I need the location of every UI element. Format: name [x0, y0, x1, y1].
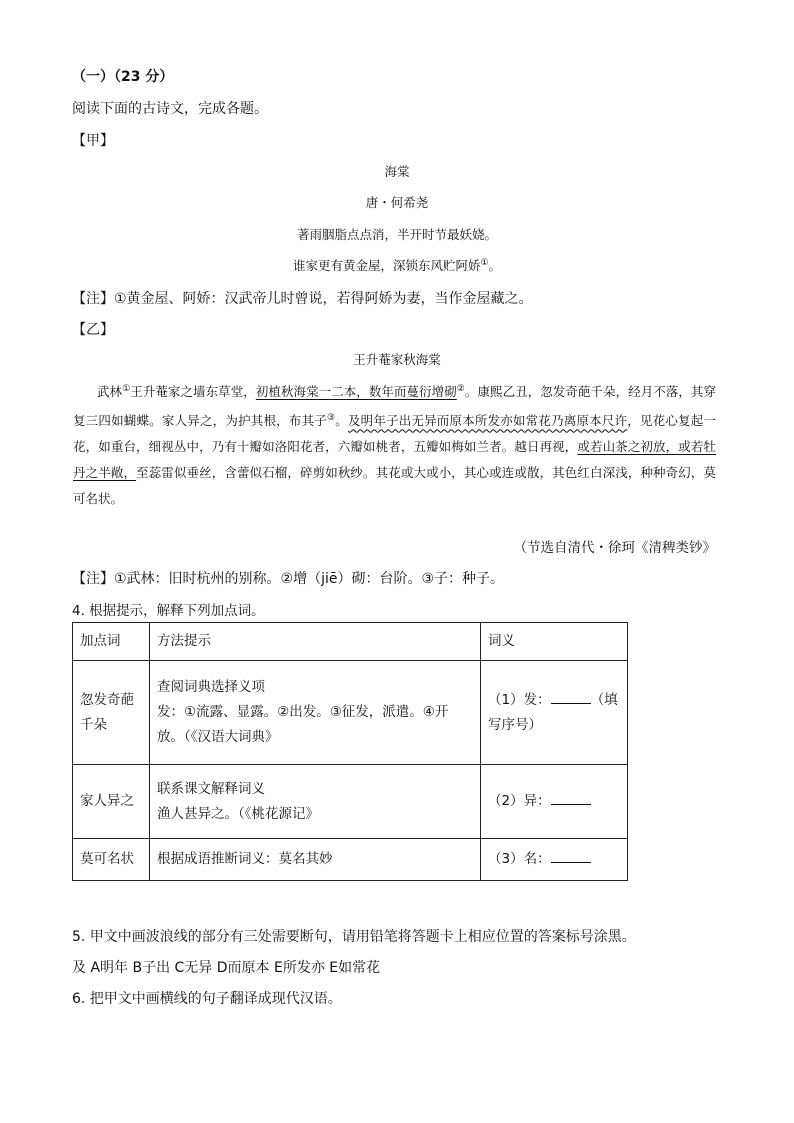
row-answer: （1）发： （填 写序号） [481, 661, 628, 765]
passage-source: （节选自清代・徐珂《清稗类钞》 [513, 540, 716, 556]
answer-blank-3[interactable] [551, 848, 591, 863]
row-word: 家人异之 [73, 765, 150, 839]
answer-blank-1[interactable] [551, 689, 591, 704]
row-word: 莫可名状 [73, 839, 150, 881]
yi-passage: 武林①王升菴家之墙东草堂，初植秋海棠一二本，数年而蔓衍增砌②。康熙乙丑，忽发奇葩千朵，经月不落，其穿复三四如蝴蝶。家人异之，为护其根，布其子③。及明年子出无异而原本所发亦如常花乃离原本尺许，见花心复起一花，如重台，细视丛中，乃有十瓣如洛阳花者，六瓣如桃者，五瓣如梅如兰者。越日再视，或若山茶之初放，或若牡丹之半敞，至蕊雷似垂丝，含蕾似石榴，碎剪如秋纱。其花或大或小，其心或连或散，其色红白深浅，种种奇幻，莫可名状。 [73, 384, 716, 507]
row-answer: （3）名： [481, 839, 628, 881]
yi-note: 【注】①武林：旧时杭州的别称。②增（jiē）砌：台阶。③子：种子。 [72, 571, 505, 587]
answer-blank-2[interactable] [551, 790, 591, 805]
jia-note: 【注】①黄金屋、阿娇：汉武帝儿时曾说，若得阿娇为妻，当作金屋藏之。 [72, 291, 533, 307]
underlined-sentence-1: 初植秋海棠一二本，数年而蔓衍增砌 [255, 384, 457, 400]
jia-label: 【甲】 [72, 133, 114, 149]
row-word: 忽发奇葩 千朵 [73, 661, 150, 765]
poem-line-1: 著雨胭脂点点消，半开时节最妖娆。 [296, 227, 497, 242]
row-answer: （2）异： [481, 765, 628, 839]
header-hint: 方法提示 [150, 623, 481, 661]
header-word: 加点词 [73, 623, 150, 661]
yi-title: 王升菴家秋海棠 [353, 352, 441, 367]
poem-author: 唐・何希尧 [365, 195, 429, 210]
table-row [73, 839, 628, 881]
q4-prompt: 4. 根据提示，解释下列加点词。 [72, 603, 265, 619]
table-row [73, 765, 628, 839]
underlined-sentence-2: 或若山茶之初放，或若牡丹之半敞， [73, 439, 716, 481]
row-hint: 查阅词典选择义项 发：①流露、显露。②出发。③征发，派遣。④开 放。（《汉语大词典》 [150, 661, 481, 765]
definition-table [72, 622, 628, 881]
table-header-row [73, 623, 628, 661]
q6-prompt: 6. 把甲文中画横线的句子翻译成现代汉语。 [72, 991, 342, 1007]
poem-line-2: 谁家更有黄金屋，深锁东风贮阿娇①。 [292, 257, 502, 273]
row-hint: 联系课文解释词义 渔人甚异之。（《桃花源记》 [150, 765, 481, 839]
table-row [73, 661, 628, 765]
section-instruction: 阅读下面的古诗文，完成各题。 [72, 101, 268, 117]
yi-label: 【乙】 [72, 322, 114, 338]
wavy-line-sentence: 及明年子出无异而原本所发亦如常花乃离原本尺许 [347, 413, 628, 429]
row-hint: 根据成语推断词义：莫名其妙 [150, 839, 481, 881]
poem-title: 海棠 [384, 164, 410, 179]
q5-prompt: 5. 甲文中画波浪线的部分有三处需要断句，请用铅笔将答题卡上相应位置的答案标号涂黑。 [72, 929, 636, 945]
q5-options: 及 A明年 B子出 C无异 D而原本 E所发亦 E如常花 [72, 960, 381, 976]
header-meaning: 词义 [481, 623, 628, 661]
section-heading: （一）（23 分） [72, 69, 174, 85]
